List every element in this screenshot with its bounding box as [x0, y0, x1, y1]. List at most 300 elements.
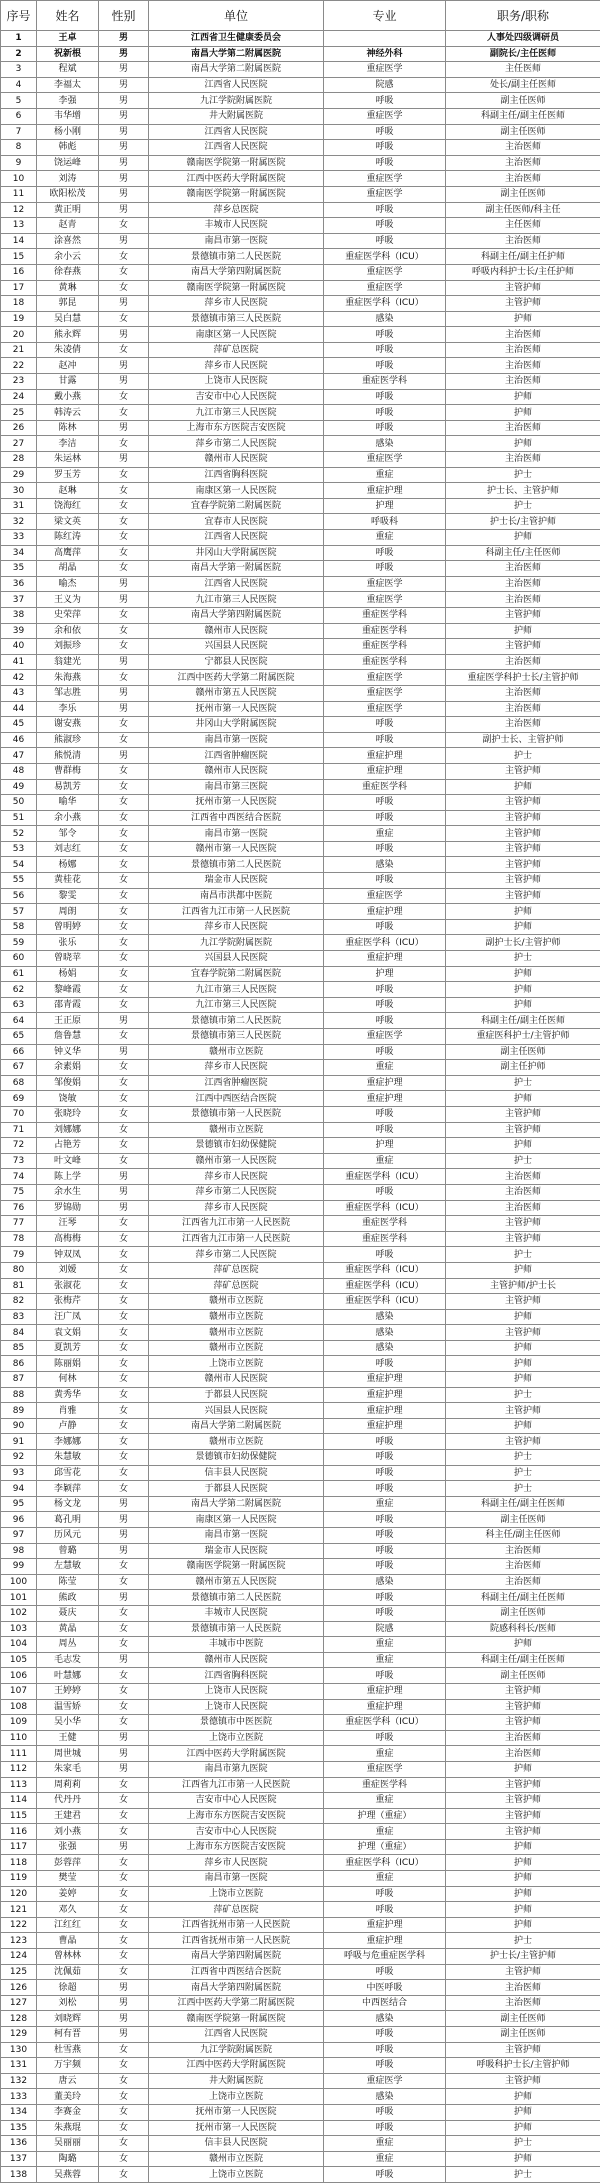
table-row	[1, 1668, 600, 1684]
cell-index: 33	[1, 530, 37, 546]
cell-gender: 男	[99, 1044, 149, 1060]
cell-index: 29	[1, 467, 37, 483]
table-row	[1, 2073, 600, 2089]
cell-gender: 男	[99, 296, 149, 312]
cell-specialty: 呼吸	[324, 1730, 446, 1746]
cell-gender: 女	[99, 810, 149, 826]
cell-name: 张淑花	[37, 1278, 99, 1294]
cell-title: 主管护师	[446, 1434, 600, 1450]
cell-specialty: 呼吸	[324, 1184, 446, 1200]
cell-specialty: 呼吸	[324, 1013, 446, 1029]
table-row	[1, 1403, 600, 1419]
cell-gender: 女	[99, 514, 149, 530]
cell-index: 25	[1, 405, 37, 421]
table-row	[1, 2011, 600, 2027]
header-unit: 单位	[149, 1, 324, 31]
cell-index: 97	[1, 1528, 37, 1544]
table-row	[1, 1683, 600, 1699]
cell-index: 124	[1, 1949, 37, 1965]
cell-title: 院感科科长/医师	[446, 1621, 600, 1637]
table-row	[1, 873, 600, 889]
cell-gender: 女	[99, 607, 149, 623]
cell-title: 护士长、主管护师	[446, 483, 600, 499]
cell-unit: 江西省肿瘤医院	[149, 748, 324, 764]
cell-name: 代丹丹	[37, 1793, 99, 1809]
cell-name: 王卓	[37, 31, 99, 47]
table-row	[1, 358, 600, 374]
cell-name: 张晓玲	[37, 1106, 99, 1122]
cell-unit: 上海市东方医院吉安医院	[149, 1839, 324, 1855]
cell-name: 熊政	[37, 1590, 99, 1606]
cell-title: 主管护师	[446, 1683, 600, 1699]
cell-title: 护师	[446, 1418, 600, 1434]
cell-name: 熊永辉	[37, 327, 99, 343]
cell-name: 李福太	[37, 77, 99, 93]
cell-gender: 女	[99, 249, 149, 265]
table-row	[1, 1247, 600, 1263]
cell-title: 护师	[446, 1871, 600, 1887]
cell-unit: 赣州市立医院	[149, 2151, 324, 2167]
cell-unit: 赣南医学院第一附属医院	[149, 2011, 324, 2027]
cell-name: 杨娜	[37, 857, 99, 873]
cell-index: 19	[1, 311, 37, 327]
cell-specialty: 中西医结合	[324, 1995, 446, 2011]
cell-gender: 女	[99, 1902, 149, 1918]
cell-name: 陈红涛	[37, 530, 99, 546]
cell-specialty: 呼吸	[324, 982, 446, 998]
cell-index: 10	[1, 171, 37, 187]
cell-unit: 南昌大学第四附属医院	[149, 264, 324, 280]
cell-gender: 女	[99, 732, 149, 748]
cell-title: 科副主任/主任医师	[446, 545, 600, 561]
cell-name: 李洁	[37, 436, 99, 452]
cell-name: 欧阳松茂	[37, 186, 99, 202]
cell-name: 王正原	[37, 1013, 99, 1029]
cell-name: 聂庆	[37, 1605, 99, 1621]
cell-unit: 景德镇市中医医院	[149, 1715, 324, 1731]
cell-title: 护师	[446, 2089, 600, 2105]
table-row	[1, 639, 600, 655]
table-row	[1, 249, 600, 265]
cell-specialty: 呼吸	[324, 919, 446, 935]
cell-title: 呼吸内科护士长/主任护师	[446, 264, 600, 280]
cell-title: 主治医师	[446, 1543, 600, 1559]
table-row	[1, 717, 600, 733]
cell-specialty: 重症	[324, 826, 446, 842]
cell-name: 刘娜娜	[37, 1122, 99, 1138]
cell-name: 历风元	[37, 1528, 99, 1544]
cell-title: 护师	[446, 2151, 600, 2167]
table-row	[1, 264, 600, 280]
cell-index: 129	[1, 2027, 37, 2043]
cell-name: 高梅梅	[37, 1231, 99, 1247]
cell-gender: 女	[99, 1699, 149, 1715]
cell-unit: 萍乡市人民医院	[149, 296, 324, 312]
cell-unit: 萍乡市人民医院	[149, 358, 324, 374]
cell-specialty: 感染	[324, 311, 446, 327]
cell-gender: 女	[99, 1216, 149, 1232]
cell-unit: 赣州市立医院	[149, 1434, 324, 1450]
cell-unit: 江西省抚州市第一人民医院	[149, 1917, 324, 1933]
cell-gender: 女	[99, 1855, 149, 1871]
cell-name: 韩彪	[37, 140, 99, 156]
cell-unit: 江西省人民医院	[149, 2027, 324, 2043]
cell-unit: 江西省人民医院	[149, 576, 324, 592]
cell-specialty: 呼吸	[324, 1902, 446, 1918]
cell-unit: 兴国县人民医院	[149, 1403, 324, 1419]
cell-gender: 男	[99, 1980, 149, 1996]
cell-index: 21	[1, 342, 37, 358]
cell-index: 98	[1, 1543, 37, 1559]
table-row	[1, 1138, 600, 1154]
cell-unit: 兴国县人民医院	[149, 951, 324, 967]
cell-title: 主管护师	[446, 1325, 600, 1341]
cell-specialty: 呼吸	[324, 124, 446, 140]
cell-unit: 南昌市洪都中医院	[149, 888, 324, 904]
cell-title: 副主任医师	[446, 1512, 600, 1528]
cell-index: 71	[1, 1122, 37, 1138]
cell-gender: 女	[99, 1106, 149, 1122]
cell-title: 主管护师	[446, 1964, 600, 1980]
cell-unit: 丰城市人民医院	[149, 1605, 324, 1621]
cell-unit: 景德镇市第二人民医院	[149, 1013, 324, 1029]
cell-unit: 南昌大学第二附属医院	[149, 1418, 324, 1434]
table-row	[1, 1824, 600, 1840]
cell-gender: 男	[99, 1746, 149, 1762]
cell-index: 60	[1, 951, 37, 967]
cell-name: 余素娟	[37, 1060, 99, 1076]
cell-index: 18	[1, 296, 37, 312]
cell-gender: 男	[99, 93, 149, 109]
cell-unit: 南康区第一人民医院	[149, 483, 324, 499]
cell-title: 护士	[446, 1153, 600, 1169]
cell-name: 肖雅	[37, 1403, 99, 1419]
cell-title: 副主任护师	[446, 1060, 600, 1076]
cell-gender: 男	[99, 2011, 149, 2027]
cell-specialty: 感染	[324, 2011, 446, 2027]
cell-index: 114	[1, 1793, 37, 1809]
table-row	[1, 1855, 600, 1871]
cell-specialty: 重症医学科（ICU）	[324, 296, 446, 312]
cell-title: 副护士长/主管护师	[446, 935, 600, 951]
cell-name: 江红红	[37, 1917, 99, 1933]
cell-gender: 女	[99, 545, 149, 561]
table-row	[1, 1574, 600, 1590]
cell-name: 叶慧娜	[37, 1668, 99, 1684]
table-row	[1, 2151, 600, 2167]
cell-specialty: 重症	[324, 1153, 446, 1169]
cell-specialty: 感染	[324, 2089, 446, 2105]
cell-gender: 男	[99, 1761, 149, 1777]
cell-name: 邵青霞	[37, 997, 99, 1013]
cell-index: 66	[1, 1044, 37, 1060]
cell-name: 朱慧敏	[37, 1450, 99, 1466]
table-row	[1, 701, 600, 717]
cell-title: 主管护师	[446, 857, 600, 873]
cell-title: 主管护师	[446, 1699, 600, 1715]
cell-gender: 男	[99, 1543, 149, 1559]
cell-unit: 井冈山大学附属医院	[149, 717, 324, 733]
cell-specialty: 重症	[324, 1746, 446, 1762]
cell-name: 朱家毛	[37, 1761, 99, 1777]
cell-gender: 女	[99, 467, 149, 483]
cell-index: 113	[1, 1777, 37, 1793]
cell-gender: 男	[99, 1512, 149, 1528]
cell-index: 24	[1, 389, 37, 405]
cell-name: 曾明婷	[37, 919, 99, 935]
cell-gender: 女	[99, 1231, 149, 1247]
cell-gender: 女	[99, 2042, 149, 2058]
cell-gender: 女	[99, 1824, 149, 1840]
table-row	[1, 77, 600, 93]
cell-title: 护师	[446, 1091, 600, 1107]
cell-specialty: 呼吸	[324, 873, 446, 889]
cell-title: 主管护师	[446, 1793, 600, 1809]
cell-index: 108	[1, 1699, 37, 1715]
cell-unit: 上饶市人民医院	[149, 1699, 324, 1715]
cell-title: 主管护师	[446, 2042, 600, 2058]
table-row	[1, 748, 600, 764]
cell-gender: 男	[99, 701, 149, 717]
cell-gender: 男	[99, 374, 149, 390]
cell-gender: 女	[99, 826, 149, 842]
cell-index: 138	[1, 2167, 37, 2183]
cell-specialty: 呼吸	[324, 1668, 446, 1684]
cell-title: 主管护师	[446, 1403, 600, 1419]
cell-index: 16	[1, 264, 37, 280]
cell-specialty: 重症护理	[324, 1699, 446, 1715]
cell-gender: 女	[99, 1559, 149, 1575]
cell-unit: 上海市东方医院吉安医院	[149, 420, 324, 436]
table-row	[1, 1184, 600, 1200]
cell-gender: 男	[99, 592, 149, 608]
table-row	[1, 202, 600, 218]
table-row	[1, 420, 600, 436]
cell-unit: 南昌大学第二附属医院	[149, 62, 324, 78]
cell-index: 62	[1, 982, 37, 998]
cell-specialty: 重症医学科	[324, 623, 446, 639]
cell-unit: 景德镇市第二人民医院	[149, 857, 324, 873]
cell-gender: 女	[99, 498, 149, 514]
cell-name: 李强	[37, 93, 99, 109]
cell-unit: 江西中西医结合医院	[149, 1091, 324, 1107]
cell-gender: 女	[99, 951, 149, 967]
cell-specialty: 重症医学科（ICU）	[324, 1200, 446, 1216]
table-row	[1, 982, 600, 998]
cell-title: 副主任医师/科主任	[446, 202, 600, 218]
cell-name: 陈林	[37, 420, 99, 436]
cell-index: 61	[1, 966, 37, 982]
cell-name: 曹晶	[37, 1933, 99, 1949]
cell-gender: 女	[99, 1793, 149, 1809]
cell-specialty: 重症	[324, 1637, 446, 1653]
cell-specialty: 呼吸	[324, 405, 446, 421]
cell-title: 主治医师	[446, 358, 600, 374]
cell-specialty: 重症	[324, 1060, 446, 1076]
cell-gender: 女	[99, 763, 149, 779]
cell-unit: 赣南医学院第一附属医院	[149, 280, 324, 296]
cell-name: 饶运峰	[37, 155, 99, 171]
cell-specialty: 感染	[324, 1325, 446, 1341]
cell-unit: 南昌市第一医院	[149, 732, 324, 748]
cell-name: 沈佩茹	[37, 1964, 99, 1980]
cell-unit: 上饶市立医院	[149, 2089, 324, 2105]
cell-specialty: 呼吸	[324, 841, 446, 857]
cell-title: 护士	[446, 467, 600, 483]
cell-name: 甘露	[37, 374, 99, 390]
table-row	[1, 966, 600, 982]
cell-index: 59	[1, 935, 37, 951]
cell-specialty: 重症医学科（ICU）	[324, 935, 446, 951]
cell-index: 55	[1, 873, 37, 889]
cell-unit: 赣州市立医院	[149, 1122, 324, 1138]
cell-specialty: 呼吸	[324, 1964, 446, 1980]
cell-gender: 女	[99, 717, 149, 733]
cell-unit: 赣州市立医院	[149, 1340, 324, 1356]
cell-specialty: 重症医学	[324, 888, 446, 904]
cell-specialty: 中医呼吸	[324, 1980, 446, 1996]
cell-title: 护师	[446, 1372, 600, 1388]
table-row	[1, 1372, 600, 1388]
cell-index: 85	[1, 1340, 37, 1356]
cell-title: 护师	[446, 623, 600, 639]
cell-gender: 女	[99, 1933, 149, 1949]
table-row	[1, 1278, 600, 1294]
cell-name: 周莉莉	[37, 1777, 99, 1793]
cell-index: 41	[1, 654, 37, 670]
cell-gender: 男	[99, 358, 149, 374]
cell-name: 朱凌倩	[37, 342, 99, 358]
cell-title: 主治医师	[446, 452, 600, 468]
table-row	[1, 1044, 600, 1060]
cell-index: 68	[1, 1075, 37, 1091]
cell-gender: 女	[99, 280, 149, 296]
cell-specialty: 呼吸	[324, 1450, 446, 1466]
cell-index: 92	[1, 1450, 37, 1466]
cell-index: 46	[1, 732, 37, 748]
cell-title: 护师	[446, 966, 600, 982]
cell-name: 王健	[37, 1730, 99, 1746]
cell-title: 护师	[446, 1637, 600, 1653]
cell-specialty: 呼吸	[324, 1247, 446, 1263]
cell-specialty: 重症医学	[324, 171, 446, 187]
cell-index: 11	[1, 186, 37, 202]
cell-title: 副主任医师	[446, 1668, 600, 1684]
cell-unit: 信丰县人民医院	[149, 1465, 324, 1481]
cell-gender: 女	[99, 1418, 149, 1434]
cell-name: 黄晶	[37, 1621, 99, 1637]
cell-gender: 女	[99, 2167, 149, 2183]
cell-title: 主管护师/护士长	[446, 1278, 600, 1294]
cell-unit: 江西省人民医院	[149, 124, 324, 140]
cell-gender: 男	[99, 685, 149, 701]
cell-title: 主管护师	[446, 841, 600, 857]
cell-name: 余小燕	[37, 810, 99, 826]
table-row	[1, 1980, 600, 1996]
cell-gender: 男	[99, 46, 149, 62]
cell-unit: 赣州市立医院	[149, 1044, 324, 1060]
cell-specialty: 呼吸	[324, 342, 446, 358]
cell-name: 周丛	[37, 1637, 99, 1653]
cell-specialty: 重症医学科（ICU）	[324, 1715, 446, 1731]
cell-specialty: 重症	[324, 1793, 446, 1809]
cell-name: 袁文娟	[37, 1325, 99, 1341]
cell-unit: 赣州市立医院	[149, 1294, 324, 1310]
table-row	[1, 93, 600, 109]
cell-title: 主管护师	[446, 1294, 600, 1310]
cell-index: 77	[1, 1216, 37, 1232]
cell-index: 121	[1, 1902, 37, 1918]
cell-index: 118	[1, 1855, 37, 1871]
cell-index: 36	[1, 576, 37, 592]
cell-title: 护师	[446, 1761, 600, 1777]
cell-name: 邹志胜	[37, 685, 99, 701]
cell-index: 8	[1, 140, 37, 156]
cell-title: 护师	[446, 1309, 600, 1325]
table-row	[1, 1309, 600, 1325]
cell-title: 护士长/主管护师	[446, 514, 600, 530]
cell-specialty: 重症医学	[324, 592, 446, 608]
cell-gender: 女	[99, 218, 149, 234]
cell-gender: 女	[99, 639, 149, 655]
cell-gender: 女	[99, 779, 149, 795]
cell-unit: 上饶市立医院	[149, 1886, 324, 1902]
cell-index: 99	[1, 1559, 37, 1575]
cell-name: 张乐	[37, 935, 99, 951]
cell-gender: 女	[99, 982, 149, 998]
cell-name: 卢静	[37, 1418, 99, 1434]
cell-gender: 女	[99, 1262, 149, 1278]
cell-index: 23	[1, 374, 37, 390]
cell-title: 护师	[446, 2120, 600, 2136]
cell-specialty: 呼吸	[324, 358, 446, 374]
cell-title: 主治医师	[446, 685, 600, 701]
cell-index: 83	[1, 1309, 37, 1325]
cell-name: 朱运林	[37, 452, 99, 468]
cell-gender: 女	[99, 1075, 149, 1091]
table-row	[1, 124, 600, 140]
cell-unit: 九江市第三人民医院	[149, 982, 324, 998]
cell-title: 护士	[446, 1450, 600, 1466]
table-row	[1, 1091, 600, 1107]
cell-index: 43	[1, 685, 37, 701]
cell-unit: 江西中医药大学附属医院	[149, 171, 324, 187]
cell-unit: 南康区第一人民医院	[149, 1512, 324, 1528]
table-row	[1, 467, 600, 483]
cell-name: 陈上学	[37, 1169, 99, 1185]
table-row	[1, 1200, 600, 1216]
cell-specialty: 护理	[324, 1138, 446, 1154]
cell-name: 占艳芳	[37, 1138, 99, 1154]
cell-specialty: 呼吸	[324, 810, 446, 826]
cell-unit: 萍乡市人民医院	[149, 919, 324, 935]
cell-index: 5	[1, 93, 37, 109]
cell-name: 饶敏	[37, 1091, 99, 1107]
cell-index: 28	[1, 452, 37, 468]
cell-specialty: 呼吸	[324, 155, 446, 171]
cell-title: 护师	[446, 1917, 600, 1933]
table-row	[1, 1839, 600, 1855]
cell-unit: 赣州市人民医院	[149, 1652, 324, 1668]
cell-title: 护士	[446, 1247, 600, 1263]
table-row	[1, 623, 600, 639]
cell-index: 45	[1, 717, 37, 733]
cell-index: 109	[1, 1715, 37, 1731]
cell-index: 93	[1, 1465, 37, 1481]
cell-gender: 女	[99, 2136, 149, 2152]
cell-gender: 男	[99, 1013, 149, 1029]
cell-index: 120	[1, 1886, 37, 1902]
